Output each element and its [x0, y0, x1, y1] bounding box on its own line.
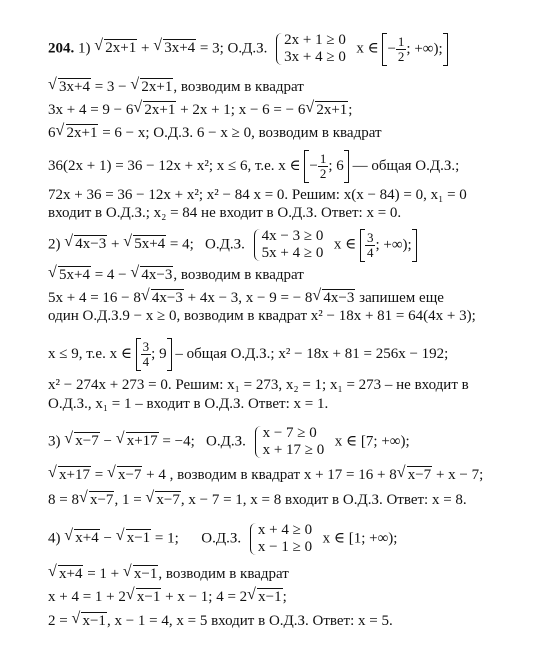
root-2x1: √ 2x+1	[95, 39, 137, 57]
p2-line4: один О.Д.З.9 − x ≥ 0, возводим в квадрат x² − 18x + 81 = 64(4x + 3);	[48, 308, 476, 324]
p1-equation-line	[48, 32, 448, 66]
p4-line2: √ x+4 = 1 + √ x−1, возводим в квадрат	[48, 565, 289, 583]
p2-line7: О.Д.З., x₁ = 1 – входит в О.Д.З. Ответ: x = 1.	[48, 396, 329, 412]
p2-line2: √ 5x+4 = 4 − √ 4x−3, возводим в квадрат	[48, 266, 304, 284]
problem-number: 204.	[48, 40, 75, 57]
p1-line7: входит в О.Д.З.; x₂ = 84 не входит в О.Д.З. Ответ: x = 0.	[48, 205, 402, 221]
p3-equation-line: 3) √ x−7 − √ x+17 = −4; О.Д.З. x − 7 ≥ 0 x + 17 ≥ 0 x ∈ [7; +∞);	[48, 425, 410, 459]
p2-interval: $\frac{3}{4}$ ; +∞);	[360, 231, 417, 260]
odz-label: О.Д.З.	[227, 40, 268, 57]
fraction-half: $\frac{1}{2}$	[397, 33, 405, 64]
interval-pre: x ∈	[356, 40, 379, 57]
p1-line3: 3x + 4 = 9 − 6√ 2x+1 + 2x + 1; x − 6 = − 6√ 2x+1;	[48, 101, 352, 119]
p1-line5: 36(2x + 1) = 36 − 12x + x²; x ≤ 6, т.е. x ∈ − $\frac{1}{2}$ ; 6 — общая О.Д.З.;	[48, 151, 460, 181]
p1-interval: − $\frac{1}{2}$ ; +∞);	[382, 35, 447, 64]
p2-line6: x² − 274x + 273 = 0. Решим: x₁ = 273, x₂ = 1; x₁ = 273 – не входит в	[48, 377, 469, 393]
p2-equation-line: 2) √ 4x−3 + √ 5x+4 = 4; О.Д.З. 4x − 3 ≥ 0 5x + 4 ≥ 0 x ∈ $\frac{3}{4}$ ; +∞);	[48, 228, 417, 262]
p3-line3: 8 = 8√ x−7, 1 = √ x−7, x − 7 = 1, x = 8 входит в О.Д.З. Ответ: x = 8.	[48, 491, 467, 509]
p1-interval-2: − $\frac{1}{2}$ ; 6	[304, 152, 348, 181]
p1-line6: 72x + 36 = 36 − 12x + x²; x² − 84 x = 0. Решим: x(x − 84) = 0, x₁ = 0	[48, 187, 467, 203]
eq-tail: = 3;	[199, 40, 224, 57]
p4-equation-line: 4) √ x+4 − √ x−1 = 1; О.Д.З. x + 4 ≥ 0 x − 1 ≥ 0 x ∈ [1; +∞);	[48, 522, 397, 556]
p1-system: 2x + 1 ≥ 0 3x + 4 ≥ 0	[274, 32, 346, 66]
p3-system: x − 7 ≥ 0 x + 17 ≥ 0	[253, 425, 325, 459]
p2-system: 4x − 3 ≥ 0 5x + 4 ≥ 0	[252, 228, 324, 262]
op: +	[140, 40, 150, 57]
p2-interval-2: $\frac{3}{4}$ ; 9	[136, 340, 172, 369]
p2-line3: 5x + 4 = 16 − 8√ 4x−3 + 4x − 3, x − 9 = − 8√ 4x−3 запишем еще	[48, 289, 444, 307]
p2-line5: x ≤ 9, т.е. x ∈ $\frac{3}{4}$ ; 9 – общая О.Д.З.; x² − 18x + 81 = 256x − 192;	[48, 339, 449, 369]
p1-line4: 6√ 2x+1 = 6 − x; О.Д.З. 6 − x ≥ 0, возводим в квадрат	[48, 124, 382, 142]
p1-label: 1)	[78, 40, 91, 57]
p4-system: x + 4 ≥ 0 x − 1 ≥ 0	[248, 522, 312, 556]
p4-line4: 2 = √ x−1, x − 1 = 4, x = 5 входит в О.Д.З. Ответ: x = 5.	[48, 612, 393, 630]
root-3x4: √ 3x+4	[154, 39, 196, 57]
p1-line2: √ 3x+4 = 3 − √ 2x+1, возводим в квадрат	[48, 78, 304, 96]
p3-line2: √ x+17 = √ x−7 + 4 , возводим в квадрат x + 17 = 16 + 8√ x−7 + x − 7;	[48, 466, 483, 484]
p4-line3: x + 4 = 1 + 2√ x−1 + x − 1; 4 = 2√ x−1;	[48, 588, 287, 606]
